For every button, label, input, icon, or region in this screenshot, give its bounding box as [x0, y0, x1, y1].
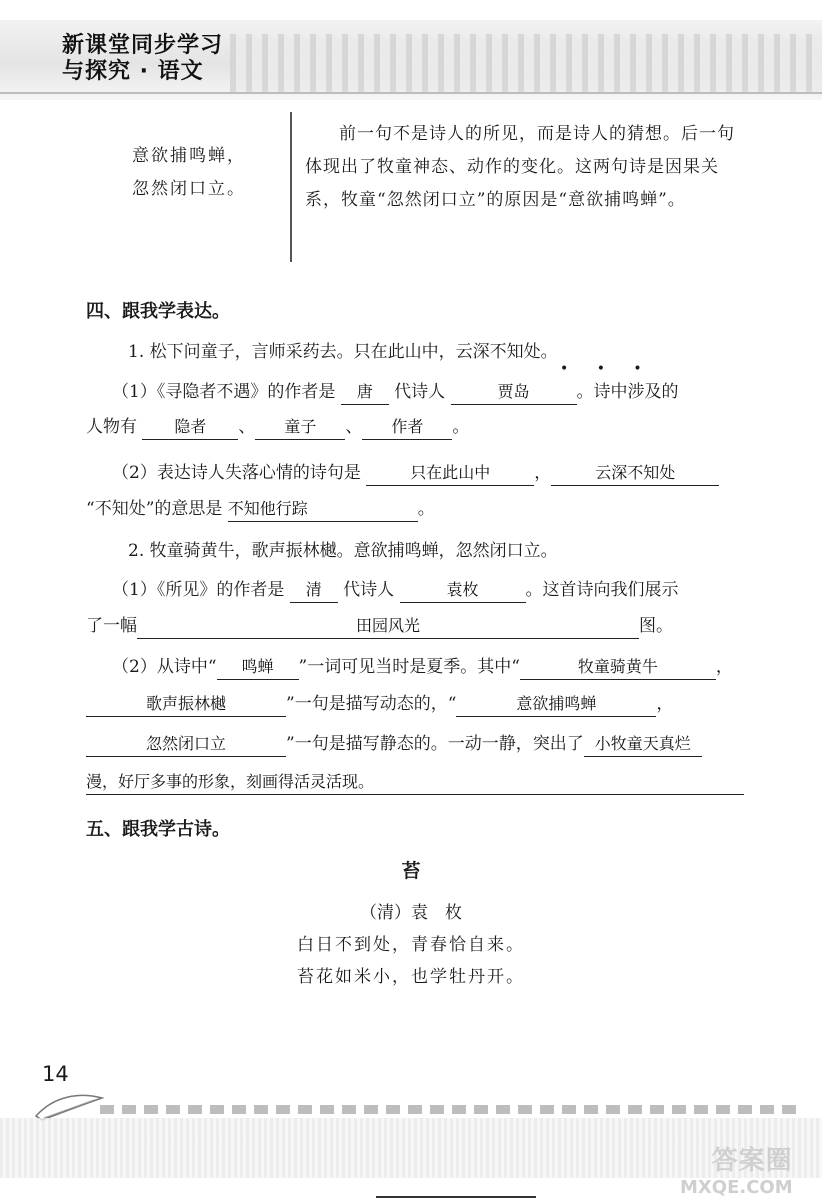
q1-part1-line2: 人物有 隐者 、 童子 、 作者 。	[86, 415, 469, 440]
answer-blank: 意欲捕鸣蝉	[456, 692, 656, 717]
explanation-text: 前一句不是诗人的所见，而是诗人的猜想。后一句体现出了牧童神态、动作的变化。这两句诗是因果关系，牧童“忽然闭口立”的原因是“意欲捕鸣蝉”。	[305, 124, 735, 210]
q1-part2-line1: （2）表达诗人失落心情的诗句是 只在此山中 ， 云深不知处	[112, 461, 719, 486]
q2-part2-line3: 忽然闭口立 ”一句是描写静态的。一动一静，突出了 小牧童天真烂	[86, 732, 702, 757]
answer-blank: 童子	[255, 415, 345, 440]
section-4-heading: 四、跟我学表达。	[86, 301, 230, 322]
q1-prompt: 1. 松下问童子，言师采药去。只在此山中，云深不知处。	[128, 342, 558, 362]
poem-line-2: 苔花如米小，也学牡丹开。	[297, 967, 525, 987]
q2-part2-line4	[86, 770, 744, 795]
answer-blank: 清	[290, 578, 338, 603]
answer-blank: 鸣蝉	[217, 655, 299, 680]
book-title-line2: 与探究 · 语文	[62, 59, 204, 84]
poem-title: 苔	[401, 860, 421, 882]
watermark	[680, 1140, 793, 1198]
answer-blank: 牧童骑黄牛	[520, 655, 716, 680]
emphasis-dots: • • •	[560, 361, 654, 377]
q2-part2-line1: （2）从诗中“ 鸣蝉 ”一词可见当时是夏季。其中“ 牧童骑黄牛 ，	[112, 655, 733, 680]
answer-blank: 只在此山中	[366, 461, 534, 486]
answer-blank: 田园风光	[137, 614, 639, 639]
answer-blank: 漫，好厅多事的形象，刻画得活灵活现。	[86, 770, 744, 795]
answer-blank: 袁枚	[400, 578, 526, 603]
q2-prompt: 2. 牧童骑黄牛，歌声振林樾。意欲捕鸣蝉，忽然闭口立。	[128, 541, 558, 561]
answer-blank: 歌声振林樾	[86, 692, 286, 717]
poem-line-1: 白日不到处，青春恰自来。	[297, 935, 525, 955]
footer-decoration	[100, 1105, 800, 1114]
answer-blank: 忽然闭口立	[86, 732, 286, 757]
answer-blank: 小牧童天真烂	[584, 732, 702, 757]
answer-blank: 作者	[362, 415, 452, 440]
watermark-url: MXQE.COM	[680, 1177, 793, 1198]
poem-author: （清）袁 枚	[360, 903, 462, 923]
q2-part2-line2: 歌声振林樾 ”一句是描写动态的，“ 意欲捕鸣蝉 ，	[86, 692, 673, 717]
q1-part2-line2: “不知处”的意思是 不知他行踪 。	[86, 497, 435, 522]
q1-part1-line1: （1）《寻隐者不遇》的作者是 唐 代诗人 贾岛 。诗中涉及的	[112, 380, 679, 405]
section-5-heading: 五、跟我学古诗。	[86, 819, 230, 840]
answer-blank: 不知他行踪	[228, 497, 418, 522]
page-number: 14	[42, 1062, 69, 1086]
answer-blank: 贾岛	[451, 380, 577, 405]
book-title-line1: 新课堂同步学习	[62, 33, 224, 58]
header-rule	[0, 92, 822, 94]
excerpt-line-1: 意欲捕鸣蝉，	[132, 146, 246, 166]
watermark-logo: 答案圈	[711, 1146, 793, 1176]
excerpt-line-2: 忽然闭口立。	[132, 179, 246, 199]
bottom-rule	[376, 1196, 536, 1198]
answer-blank: 隐者	[142, 415, 238, 440]
answer-blank: 云深不知处	[551, 461, 719, 486]
q2-part1-line2: 了一幅 田园风光 图。	[86, 614, 673, 639]
header-decoration	[230, 34, 822, 94]
answer-blank: 唐	[341, 380, 389, 405]
q2-part1-line1: （1）《所见》的作者是 清 代诗人 袁枚 。这首诗向我们展示	[112, 578, 679, 603]
